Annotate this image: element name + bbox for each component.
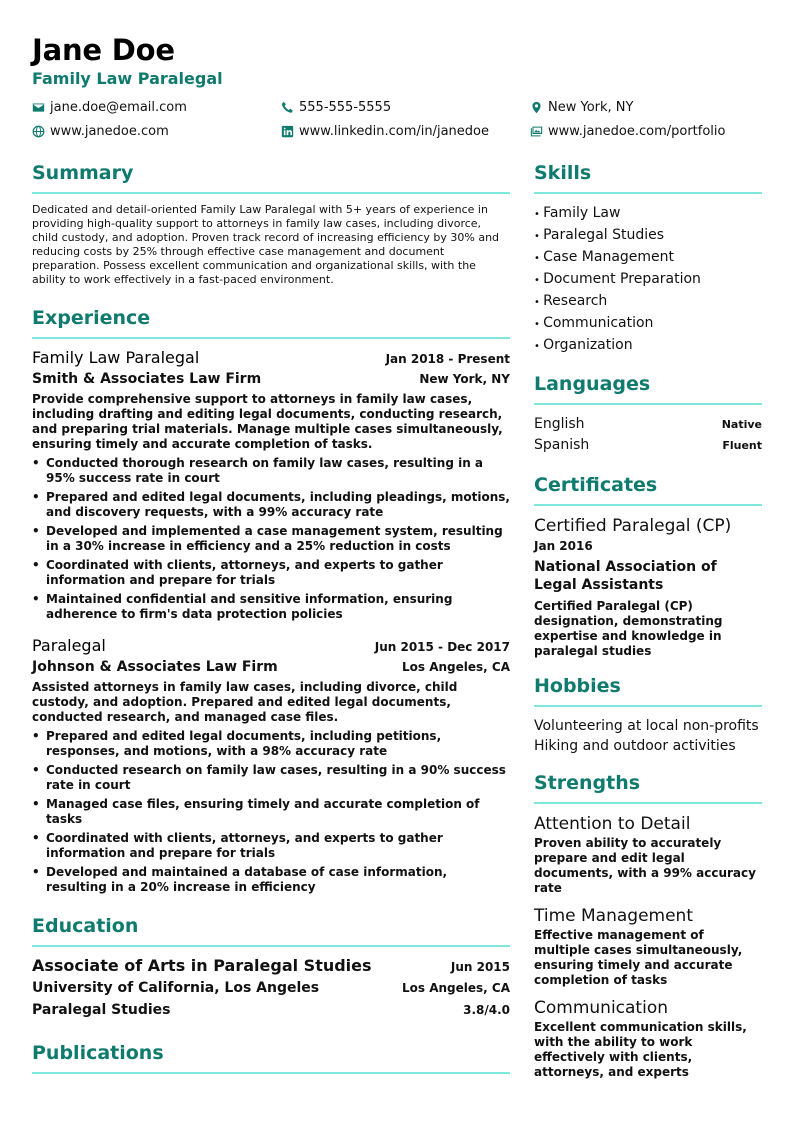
job-dates: Jun 2015 - Dec 2017	[374, 640, 510, 654]
education-field: Paralegal Studies	[32, 1002, 171, 1018]
hobby-item: Volunteering at local non-profits	[534, 718, 759, 734]
job-bullet: • Managed case files, ensuring timely and accurate completion of tasks	[32, 797, 510, 827]
candidate-title: Family Law Paralegal	[32, 69, 223, 88]
publications-heading: Publications	[32, 1040, 510, 1074]
skill-item: • Research	[534, 291, 762, 313]
language-name: Spanish	[534, 437, 590, 453]
job-location: Los Angeles, CA	[402, 660, 510, 674]
job-description: Provide comprehensive support to attorneys in family law cases, including drafting and editing legal documents, conducting research, and preparing trial materials. Manage multiple cases simultaneously, ensuring timely and accurate completion of tasks.	[32, 392, 503, 451]
left-column	[32, 160, 510, 1083]
contact-grid	[32, 99, 762, 140]
languages-heading: Languages	[534, 371, 762, 405]
candidate-name: Jane Doe	[32, 33, 175, 67]
skill-item: • Organization	[534, 335, 762, 357]
skills-list	[534, 203, 762, 357]
strength-name: Communication	[534, 998, 668, 1018]
job-bullet: • Developed and implemented a case management system, resulting in a 30% increase in efficiency and a 25% reduction in costs	[32, 524, 510, 554]
job-bullets	[32, 729, 510, 895]
right-column	[534, 160, 762, 1089]
hobby-item: Hiking and outdoor activities	[534, 738, 736, 754]
contact-portfolio[interactable]	[530, 123, 762, 140]
summary-text: Dedicated and detail-oriented Family Law Paralegal with 5+ years of experience in providing high-quality support to attorneys in family law cases, including divorce, child custody, and adoption. Proven track record of increasing efficiency by 30% and reducing costs by 25% through effective case management and document preparation. Possess excellent communication and organizational skills, with the ability to work effectively in a fast-paced environment.	[32, 203, 500, 286]
language-row	[534, 435, 762, 456]
portfolio-icon	[530, 125, 543, 138]
job-company: Smith & Associates Law Firm	[32, 371, 262, 387]
contact-phone[interactable]	[281, 99, 530, 116]
education-gpa: 3.8/4.0	[463, 1003, 510, 1017]
location-pin-icon	[530, 101, 543, 114]
job-bullet: • Prepared and edited legal documents, including pleadings, motions, and discovery requests, with a 99% accuracy rate	[32, 490, 510, 520]
job-description: Assisted attorneys in family law cases, including divorce, child custody, and adoption. Prepared and edited legal documents, conducted research, and managed case files.	[32, 680, 458, 724]
strength-description: Effective management of multiple cases simultaneously, ensuring timely and accurate completion of tasks	[534, 928, 743, 987]
portfolio-text: www.janedoe.com/portfolio	[548, 124, 726, 139]
strengths-heading: Strengths	[534, 770, 762, 804]
contact-email[interactable]	[32, 99, 281, 116]
certificate-date: Jan 2016	[534, 539, 593, 553]
contact-website[interactable]	[32, 123, 281, 140]
certificate-name: Certified Paralegal (CP)	[534, 516, 732, 536]
phone-text: 555-555-5555	[299, 100, 392, 115]
job-bullet: • Prepared and edited legal documents, including petitions, responses, and motions, with a 98% accuracy rate	[32, 729, 510, 759]
linkedin-text: www.linkedin.com/in/janedoe	[299, 124, 489, 139]
job-title: Paralegal	[32, 636, 106, 655]
job-bullet: • Developed and maintained a database of case information, resulting in a 20% increase in efficiency	[32, 865, 510, 895]
skill-item: • Family Law	[534, 203, 762, 225]
skill-item: • Case Management	[534, 247, 762, 269]
job-bullet: • Conducted thorough research on family law cases, resulting in a 95% success rate in court	[32, 456, 510, 486]
strength-name: Attention to Detail	[534, 814, 691, 834]
job-location: New York, NY	[419, 372, 510, 386]
job-company: Johnson & Associates Law Firm	[32, 659, 278, 675]
linkedin-icon	[281, 125, 294, 138]
experience-heading: Experience	[32, 305, 510, 339]
website-text: www.janedoe.com	[50, 124, 169, 139]
job-entry	[32, 636, 510, 895]
resume-page	[32, 30, 762, 1079]
skill-item: • Document Preparation	[534, 269, 762, 291]
education-location: Los Angeles, CA	[402, 981, 510, 995]
summary-heading: Summary	[32, 160, 510, 194]
job-entry	[32, 348, 510, 622]
strength-description: Proven ability to accurately prepare and edit legal documents, with a 99% accuracy rate	[534, 836, 756, 895]
language-row	[534, 414, 762, 435]
certificates-heading: Certificates	[534, 472, 762, 506]
job-bullet: • Maintained confidential and sensitive information, ensuring adherence to firm's data protection policies	[32, 592, 510, 622]
globe-icon	[32, 125, 45, 138]
education-degree: Associate of Arts in Paralegal Studies	[32, 956, 372, 975]
language-name: English	[534, 416, 585, 432]
education-date: Jun 2015	[450, 960, 510, 974]
language-level: Native	[721, 418, 762, 431]
location-text: New York, NY	[548, 100, 634, 115]
language-level: Fluent	[722, 439, 762, 452]
skill-item: • Communication	[534, 313, 762, 335]
email-icon	[32, 101, 45, 114]
skill-item: • Paralegal Studies	[534, 225, 762, 247]
job-bullet: • Coordinated with clients, attorneys, and experts to gather information and prepare for trials	[32, 831, 510, 861]
contact-linkedin[interactable]	[281, 123, 530, 140]
certificate-org: National Association of Legal Assistants	[534, 559, 717, 593]
job-bullet: • Conducted research on family law cases, resulting in a 90% success rate in court	[32, 763, 510, 793]
job-title: Family Law Paralegal	[32, 348, 200, 367]
job-dates: Jan 2018 - Present	[385, 352, 510, 366]
job-bullets	[32, 456, 510, 622]
phone-icon	[281, 101, 294, 114]
skills-heading: Skills	[534, 160, 762, 194]
strength-description: Excellent communication skills, with the ability to work effectively with clients, attorneys, and experts	[534, 1020, 747, 1079]
hobbies-heading: Hobbies	[534, 673, 762, 707]
education-school: University of California, Los Angeles	[32, 980, 320, 996]
contact-location	[530, 99, 762, 116]
education-heading: Education	[32, 913, 510, 947]
job-bullet: • Coordinated with clients, attorneys, and experts to gather information and prepare for trials	[32, 558, 510, 588]
strength-name: Time Management	[534, 906, 693, 926]
email-text: jane.doe@email.com	[50, 100, 187, 115]
certificate-description: Certified Paralegal (CP) designation, demonstrating expertise and knowledge in paralegal studies	[534, 599, 723, 658]
